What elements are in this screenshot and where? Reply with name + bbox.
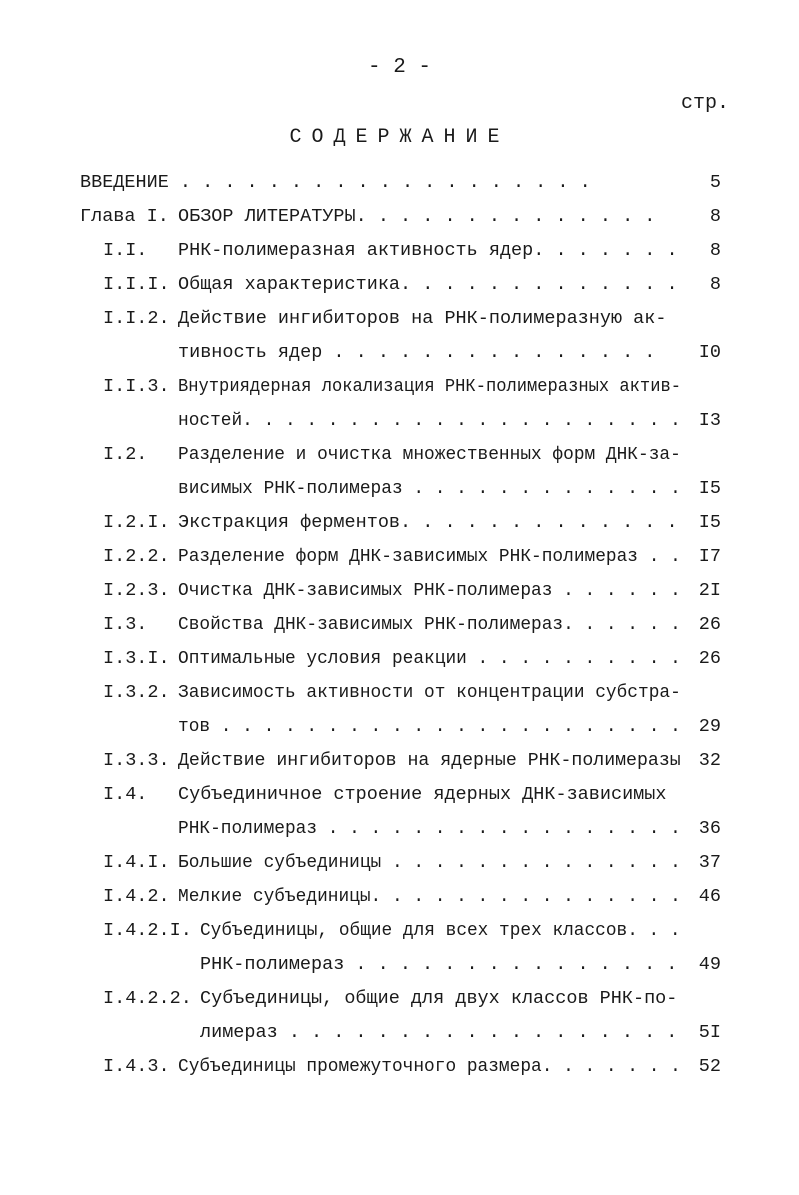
toc-entry-number: I.I.2. xyxy=(103,308,170,329)
toc-entry-number: I.4. xyxy=(103,784,148,805)
toc-line xyxy=(0,268,799,302)
toc-entry-text: лимераз . . . . . . . . . . . . . . . . . . xyxy=(200,1022,678,1043)
toc-entry-text: Внутриядерная локализация РНК-полимеразных актив- xyxy=(178,376,681,397)
toc-entry-page: 52 xyxy=(698,1056,721,1077)
page-column-label: стр. xyxy=(680,92,729,115)
toc-entry-text: Большие субъединицы . . . . . . . . . . . . . . xyxy=(178,852,681,873)
toc-line-introduction xyxy=(0,166,799,200)
toc-line xyxy=(0,880,799,914)
toc-line xyxy=(0,676,799,710)
toc-entry-number: I.I.I. xyxy=(103,274,170,295)
toc-entry-page: 37 xyxy=(698,852,721,873)
toc-entry-page: I0 xyxy=(698,342,721,363)
toc-entry-text: Действие ингибиторов на РНК-полимеразную ак- xyxy=(178,308,667,329)
toc-entry-page: I5 xyxy=(698,512,721,533)
toc-line-continuation xyxy=(0,948,799,982)
toc-entry-text: РНК-полимеразная активность ядер. . . . . . . xyxy=(178,240,678,261)
toc-entry-page: 46 xyxy=(698,886,721,907)
toc-line-continuation xyxy=(0,472,799,506)
toc-line xyxy=(0,642,799,676)
toc-entry-text: Мелкие субъединицы. . . . . . . . . . . . . . . xyxy=(178,886,681,907)
toc-entry-text: Очистка ДНК-зависимых РНК-полимераз . . . . . . xyxy=(178,580,681,601)
toc-line xyxy=(0,234,799,268)
page-number: - 2 - xyxy=(367,56,431,79)
toc-entry-page: 29 xyxy=(698,716,721,737)
toc-line xyxy=(0,574,799,608)
toc-line-continuation xyxy=(0,1016,799,1050)
toc-line-chapter-1 xyxy=(0,200,799,234)
toc-line xyxy=(0,608,799,642)
toc-entry-page: I5 xyxy=(698,478,721,499)
toc-entry-page: 36 xyxy=(698,818,721,839)
toc-entry-number: I.3.2. xyxy=(103,682,170,703)
toc-entry-text: РНК-полимераз . . . . . . . . . . . . . . . xyxy=(200,954,678,975)
toc-entry-text: Разделение форм ДНК-зависимых РНК-полимераз . . xyxy=(178,546,681,567)
toc-entry-text: Действие ингибиторов на ядерные РНК-полимеразы xyxy=(178,750,681,771)
toc-line-continuation xyxy=(0,710,799,744)
toc-entry-page: 26 xyxy=(698,648,721,669)
toc-entry-page: I3 xyxy=(698,410,721,431)
toc-entry-number: I.2.3. xyxy=(103,580,170,601)
toc-entry-text: Субъединицы, общие для двух классов РНК-по- xyxy=(200,988,678,1009)
toc-entry-page: 8 xyxy=(709,206,721,227)
toc-entry-number: I.I.3. xyxy=(103,376,170,397)
toc-line xyxy=(0,540,799,574)
page-title: СОДЕРЖАНИЕ xyxy=(289,126,510,149)
toc-entry-text: ностей. . . . . . . . . . . . . . . . . . . . . xyxy=(178,410,681,431)
toc-entry-text: Субъединицы, общие для всех трех классов. . . xyxy=(200,920,681,941)
toc-entry-text: тивность ядер . . . . . . . . . . . . . . . xyxy=(178,342,656,363)
toc-line xyxy=(0,302,799,336)
toc-entry-page: I7 xyxy=(698,546,721,567)
toc-entry-number: Глава I. xyxy=(80,206,169,227)
table-of-contents xyxy=(0,166,799,1084)
toc-entry-number: I.2.I. xyxy=(103,512,170,533)
toc-entry-number: I.2. xyxy=(103,444,148,465)
toc-entry-page: 49 xyxy=(698,954,721,975)
toc-entry-text: ОБЗОР ЛИТЕРАТУРЫ. . . . . . . . . . . . . . xyxy=(178,206,656,227)
toc-entry-text: РНК-полимераз . . . . . . . . . . . . . . . . . xyxy=(178,818,681,839)
toc-entry-text: Экстракция ферментов. . . . . . . . . . . . . xyxy=(178,512,678,533)
toc-entry-page: 8 xyxy=(709,240,721,261)
toc-entry-number: I.4.2. xyxy=(103,886,170,907)
toc-entry-number: I.I. xyxy=(103,240,148,261)
toc-entry-page: 32 xyxy=(698,750,721,771)
toc-entry-number: I.4.2.I. xyxy=(103,920,192,941)
toc-entry-number: I.3.3. xyxy=(103,750,170,771)
toc-entry-text: Общая характеристика. . . . . . . . . . . . . xyxy=(178,274,678,295)
toc-entry-text: Свойства ДНК-зависимых РНК-полимераз. . . . . . xyxy=(178,614,681,635)
toc-line-continuation xyxy=(0,812,799,846)
toc-entry-text: Разделение и очистка множественных форм ДНК-за- xyxy=(178,444,681,465)
toc-entry-number: I.3. xyxy=(103,614,148,635)
toc-line xyxy=(0,506,799,540)
toc-entry-text: Оптимальные условия реакции . . . . . . . . . . xyxy=(178,648,681,669)
toc-line xyxy=(0,438,799,472)
toc-entry-number: I.4.2.2. xyxy=(103,988,192,1009)
toc-line xyxy=(0,982,799,1016)
toc-entry-page: 8 xyxy=(709,274,721,295)
toc-entry-page: 5 xyxy=(709,172,721,193)
toc-line-continuation xyxy=(0,404,799,438)
toc-line-continuation xyxy=(0,336,799,370)
toc-entry-page: 26 xyxy=(698,614,721,635)
toc-entry-page: 5I xyxy=(698,1022,721,1043)
toc-line xyxy=(0,370,799,404)
toc-line xyxy=(0,914,799,948)
toc-entry-page: 2I xyxy=(698,580,721,601)
toc-line xyxy=(0,744,799,778)
toc-entry-text: ВВЕДЕНИЕ . . . . . . . . . . . . . . . . . . . xyxy=(80,172,591,193)
toc-entry-number: I.3.I. xyxy=(103,648,170,669)
toc-entry-text: тов . . . . . . . . . . . . . . . . . . . . . . xyxy=(178,716,681,737)
toc-entry-text: висимых РНК-полимераз . . . . . . . . . . . . . xyxy=(178,478,681,499)
toc-line xyxy=(0,1050,799,1084)
toc-entry-text: Субъединичное строение ядерных ДНК-зависимых xyxy=(178,784,667,805)
toc-entry-number: I.2.2. xyxy=(103,546,170,567)
toc-entry-number: I.4.I. xyxy=(103,852,170,873)
toc-entry-text: Субъединицы промежуточного размера. . . . . . . xyxy=(178,1056,681,1077)
toc-entry-number: I.4.3. xyxy=(103,1056,170,1077)
toc-line xyxy=(0,778,799,812)
toc-line xyxy=(0,846,799,880)
toc-entry-text: Зависимость активности от концентрации субстра- xyxy=(178,682,681,703)
